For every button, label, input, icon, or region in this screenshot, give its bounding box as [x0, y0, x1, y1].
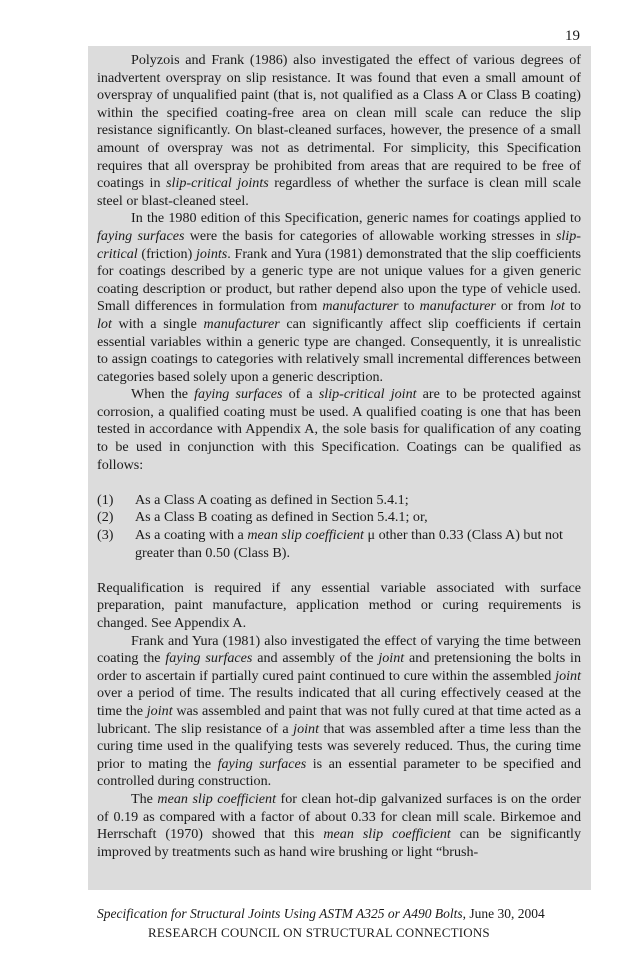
footer-date: , June 30, 2004	[462, 906, 545, 921]
italic-term: mean slip coefficient	[247, 527, 364, 544]
italic-term: slip-critical joint	[318, 386, 417, 403]
list-item	[97, 527, 581, 562]
italic-term: joint	[378, 650, 405, 667]
list-text: As a Class A coating as defined in Section 5.4.1;	[135, 491, 409, 508]
italic-term: faying surfaces	[97, 227, 185, 244]
italic-term: faying surfaces	[165, 650, 253, 667]
paragraph-generic-names: In the 1980 edition of this Specification, generic names for coatings applied to faying surfaces were the basis for categories of allowable working stresses in slip-critical (friction) joints. Frank and Yura (1981) demonstrated that the slip coefficients for coatings described by a generic type are not unique values for a given generic coating description or product, but rather depend also upon the type of vehicle used. Small differences in formulation from manufacturer to manufacturer or from lot to lot with a single manufacturer can significantly affect slip coefficients if certain essential variables within a generic type are changed. Consequently, it is unrealistic to assign coatings to categories with relatively small incremental differences between categories based solely upon a generic description.	[97, 210, 582, 385]
italic-term: slip-critical joints	[166, 175, 269, 192]
italic-term: joint	[555, 667, 581, 684]
italic-term: faying surfaces	[217, 755, 307, 772]
footer-specification-title	[97, 906, 545, 922]
list-text: As a Class B coating as defined in Section 5.4.1; or,	[135, 509, 428, 526]
italic-term: mean slip coefficient	[157, 790, 276, 807]
italic-term: faying surfaces	[194, 386, 283, 403]
list-text: As a coating with a mean slip coefficient μ other than 0.33 (Class A) but not greater than 0.50 (Class B).	[135, 527, 563, 561]
italic-term: manufacturer	[203, 315, 280, 332]
italic-term: slip-critical	[97, 227, 581, 262]
paragraph-galvanized: The mean slip coefficient for clean hot-dip galvanized surfaces is on the order of 0.19 as compared with a factor of about 0.33 for clean mill scale. Birkemoe and Herrschaft (1970) showed that this mean slip coefficient can be significantly improved by treatments such as hand wire brushing or light “brush-	[97, 790, 581, 860]
italic-term: joint	[146, 702, 173, 719]
list-item	[97, 509, 581, 527]
list-number: (2)	[97, 509, 114, 526]
italic-term: manufacturer	[419, 298, 496, 315]
italic-term: joints	[195, 245, 228, 262]
footer-council: RESEARCH COUNCIL ON STRUCTURAL CONNECTIONS	[148, 925, 490, 940]
list-number: (1)	[97, 491, 114, 508]
commentary-body	[97, 52, 581, 861]
paragraph-overspray: Polyzois and Frank (1986) also investigated the effect of various degrees of inadvertent overspray on slip resistance. It was found that even a small amount of overspray of unqualified paint (that is, not qualified as a Class A or Class B coating) within the specified coating-free area on clean mill scale can reduce the slip resistance significantly. On blast-cleaned surfaces, however, the presence of a small amount of overspray was not as detrimental. For simplicity, this Specification requires that all overspray be prohibited from areas that are required to be free of coatings in slip-critical joints regardless of whether the surface is clean mill scale steel or blast-cleaned steel.	[97, 52, 581, 209]
footer-title: Specification for Structural Joints Using ASTM A325 or A490 Bolts	[97, 906, 463, 921]
italic-term: lot	[97, 315, 112, 332]
paragraph-requalification: Requalification is required if any essential variable associated with surface preparation, paint manufacture, application method or curing requirements is changed. See Appendix A.	[97, 579, 581, 631]
list-number: (3)	[97, 527, 114, 544]
list-item	[97, 492, 581, 510]
italic-term: lot	[550, 298, 565, 315]
italic-term: manufacturer	[322, 298, 399, 315]
italic-term: mean slip coefficient	[323, 826, 451, 843]
paragraph-curing-time: Frank and Yura (1981) also investigated the effect of varying the time between coating the faying surfaces and assembly of the joint and pretensioning the bolts in order to ascertain if partially cured paint continued to cure within the assembled joint over a period of time. The results indicated that all curing effectively ceased at the time the joint was assembled and paint that was not fully cured at that time acted as a lubricant. The slip resistance of a joint that was assembled after a time less than the curing time used in the qualifying tests was severely reduced. Thus, the curing time prior to mating the faying surfaces is an essential parameter to be specified and controlled during construction.	[97, 632, 582, 790]
paragraph-qualified-coating: When the faying surfaces of a slip-critical joint are to be protected against corrosion, a qualified coating must be used. A qualified coating is one that has been tested in accordance with Appendix A, the sole basis for qualification of any coating to be used in conjunction with this Specification. Coatings can be qualified as follows:	[97, 386, 581, 473]
page-number: 19	[565, 28, 580, 44]
italic-term: joint	[293, 720, 320, 737]
qualification-list	[97, 492, 581, 562]
